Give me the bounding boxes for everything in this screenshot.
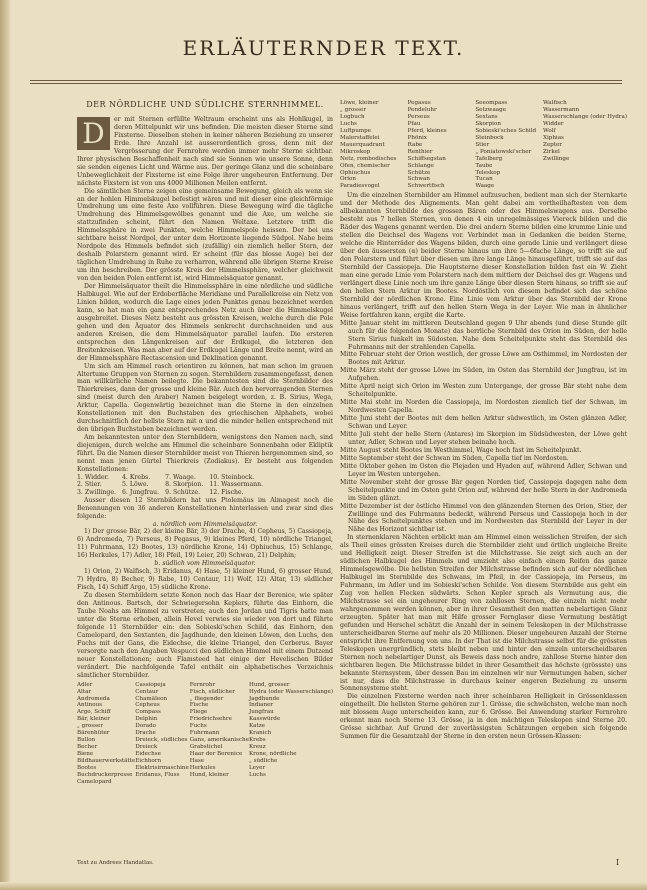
constellation-name: Elektrisirmaschine bbox=[135, 765, 189, 772]
constellation-name: Fliege bbox=[189, 709, 208, 716]
constellation-name: Malerstaffelei bbox=[340, 134, 380, 141]
zodiac-cell: 12. Fische. bbox=[209, 489, 244, 497]
table-row bbox=[77, 474, 269, 482]
constellation-name: Luftpumpe bbox=[340, 127, 372, 134]
constellation-name: Tafelberg bbox=[475, 155, 503, 162]
constellation-name: Ofen, chemischer bbox=[340, 162, 390, 169]
zodiac-cell: 10. Steinbock. bbox=[209, 473, 255, 481]
constellation-name: „ Poniatowski'scher bbox=[475, 148, 532, 155]
constellation-name: Logbuch bbox=[340, 113, 365, 120]
constellation-name: Krone, nördliche bbox=[248, 751, 297, 758]
paragraph-equator: Der Himmelsäquator theilt die Himmelssphäre in eine nördliche und südliche Halbkugel. Wie auf der Erdoberfläche Meridiane und Parallelkreise ein Netz von Linien bilden, wodurch die Lage eines jeden Punktes genau bezeichnet werden kann, so hat man ein ganz entsprechendes Netz auch über die Himmelskugel ausgebreitet. Dieses Netz besteht aus grössten Kreisen, welche durch die Pole gehen und den Äquator des Himmels senkrecht durchschneiden und aus anderen Kreisen, die dem Himmelsäquator parallel laufen. Die ersteren entsprechen den Längenkreisen auf der Erdkugel, die letzteren den Breitenkreisen. Was man aber auf der Erdkugel Länge und Breite nennt, wird an der Himmelssphäre Rectascension und Deklination genannt. bbox=[77, 283, 333, 362]
constellation-name: Eridanus, Fluss bbox=[135, 771, 180, 778]
constellation-name: Teleskop bbox=[475, 169, 501, 176]
constellation-name: Mauerquadrant bbox=[340, 141, 385, 148]
month-entry: Mitte März steht der grosse Löwe im Süden, im Osten das Sternbild der Jungfrau, ist im Aufgehen. bbox=[340, 367, 627, 383]
paragraph-ptolemy: Ausser diesen 12 Sternbildern hat uns Ptolemäus im Almagest noch die Benennungen von 36 anderen Konstellationen hinterlassen und zwar sind dies folgende: bbox=[77, 496, 333, 520]
constellation-name: Jungfrau bbox=[248, 709, 274, 716]
page-edge-shadow bbox=[0, 0, 10, 890]
month-entry: Mitte Juli steht der helle Stern (Antares) im Skorpion im Südsüdwesten, der Löwe geht unter, Adler, Schwan und Leyer stehen beinahe hoch. bbox=[340, 430, 627, 446]
constellation-name: Cassiopeja bbox=[135, 681, 166, 688]
constellation-name: Seeompass bbox=[475, 100, 508, 106]
month-entry: Mitte April neigt sich Orion im Westen zum Untergange, der grosse Bär steht nahe dem Scheitelpunkte. bbox=[340, 383, 627, 399]
constellation-name: Bootes bbox=[77, 765, 97, 772]
zodiac-cell: 6. Jungfrau. bbox=[121, 489, 160, 497]
constellation-name: Zirkel bbox=[542, 148, 560, 155]
paragraph-magnitudes: Die einzelnen Fixsterne werden nach ihrer scheinbaren Helligkeit in Grössenklassen eingetheilt. Die hellsten Sterne gehören zur 1. Grösse, die schwächsten, welche man noch mit blossem Auge unterscheiden kann, zur 6. Grösse. Bei Anwendung starker Fernrohre erkennt man noch Sterne 13. Grösse, ja in den mächtigen Teleskopen sind Sterne 20. Grösse sichtbar. Auf Grund der zuverlässigsten Schätzungen ergeben sich folgende Summen für die Gesamtzahl der Sterne in den ersten neun Grössen-Klassen: bbox=[340, 693, 627, 741]
constellation-name: Grabstichel bbox=[189, 744, 223, 751]
drop-cap: D bbox=[77, 117, 110, 150]
constellation-name: Zepter bbox=[542, 141, 562, 148]
zodiac-cell: 3. Zwillinge. bbox=[77, 489, 116, 497]
paragraph-north-list: 1) Der grosse Bär, 2) der kleine Bär, 3) der Drache, 4) Cepheus, 5) Cassiopeja, 6) Andromeda, 7) Perseus, 8) Pegasus, 9) kleines Pferd, 10) nördliche Triangel, 11) Fuhrmann, 12) Bootes, 13) nördliche Krone, 14) Ophiuchus, 15) Schlange, 16) Herkules, 17) Adler, 18) Pfeil, 19) Leier, 20) Schwan, 21) Delphin; bbox=[77, 528, 333, 560]
constellation-name: Sobieski'sches Schild bbox=[475, 127, 537, 134]
constellation-name: Chamäleon bbox=[135, 695, 168, 702]
title-rule-bottom bbox=[30, 83, 622, 84]
constellation-name: Pegasus bbox=[407, 100, 431, 106]
constellation-name: Zwillinge bbox=[542, 155, 570, 162]
constellation-name: Gans, amerikanische bbox=[189, 737, 249, 744]
constellation-name: Löwe, kleiner bbox=[340, 100, 379, 106]
constellation-name: Cepheus bbox=[135, 702, 160, 709]
constellation-name: Bär, kleiner bbox=[77, 716, 110, 723]
constellation-name: Fische bbox=[189, 702, 209, 709]
constellation-name: Katze bbox=[248, 723, 265, 730]
right-column bbox=[340, 100, 627, 741]
constellation-name: Kreuz bbox=[248, 744, 266, 751]
constellation-name: Fernrohr bbox=[189, 681, 216, 688]
monthly-sky-list bbox=[340, 320, 627, 535]
constellation-name: Pferd, kleines bbox=[407, 127, 447, 134]
zodiac-cell: 1. Widder. bbox=[77, 473, 109, 481]
constellation-name: Schwertfisch bbox=[407, 183, 445, 190]
paragraph-alignment: Um die einzelnen Sternbilder am Himmel aufzusuchen, bedient man sich der Sternkarte und der Methode des Alignements. Man geht dabei am vortheilhaftesten von dem allbekannten Sternbilde des grossen Bären oder des Himmelswagens aus. Derselbe besteht aus 7 hellen Sternen, von denen 4 ein unregelmässiges Viereck bilden und die Räder des Wagens genannt werden. Die drei andern Sterne bilden eine krumme Linie und stellen die Deichsel des Wagens vor. Verbindet man in Gedanken die beiden Sterne, welche die Hinterräder des Wagens bilden, durch eine gerade Linie und verlängert diese über den äussersten (α) beider Sterne hinaus um ihre 5—6fache Länge, so trifft sie auf den Polarstern und führt über diesen um ihre lange Länge hinausgeführt, trifft sie auf das Sternbild der Cassiopeja. Die Hauptsterne dieser Konstellation bilden fast ein W. Zieht man eine gerade Linie vom Polarstern nach dem mittlern der Deichsel des gr. Wagens und verlängert diese Linie noch um ihre ganze Länge über diesen Stern hinaus, so trifft sie auf den hellen Stern Arktur im Bootes. Nordöstlich von diesem befindet sich das schöne Sternbild der nördlichen Krone. Eine Linie vom Arktur über das Sternbild der Krone hinaus verlängert, trifft auf den hellen Stern Wega in der Leyer. Wie man in ähnlicher Weise fortfahren kann, ergibt die Karte. bbox=[340, 192, 627, 319]
constellation-name: Steinbock bbox=[475, 134, 504, 141]
page-bottom-edge bbox=[0, 882, 647, 890]
constellation-name: Dreieck, südliches bbox=[135, 737, 188, 744]
zodiac-cell: 2. Stier. bbox=[77, 481, 102, 489]
constellation-name: Orion bbox=[340, 176, 357, 183]
constellation-name: Friedrichsehre bbox=[189, 716, 232, 723]
constellation-name: Skorpion bbox=[475, 120, 501, 127]
constellation-name: Bildhauerwerkstätte bbox=[77, 758, 136, 765]
section-heading: DER NÖRDLICHE UND SÜDLICHE STERNHIMMEL. bbox=[86, 100, 324, 109]
paragraph-constellations: Um sich am Himmel rasch orientiren zu können, hat man schon im grauen Altertume Gruppen von Sternen zu sogen. Sternbildern zusammengefasst, denen man willkürliche Namen beilegte. Die bekanntesten sind die Sternbilder des Thierkreises, dann der grosse und kleine Bär. Auch den hervorragenden Sternen sind (meist durch den Araber) Namen beigelegt worden, z. B. Sirius, Wega, Arktur, Capella. Gegenwärtig bezeichnet man die Sterne in den einzelnen Konstellationen mit den Buchstaben des griechischen Alphabets, wobei durchschnittlich der hellste Stern mit α und die minder hellen entsprechend mit den übrigen Buchstaben bezeichnet werden. bbox=[77, 362, 333, 434]
month-entry: Mitte Mai steht im Norden die Cassiopeja, im Nordosten ziemlich tief der Schwan, im Nordwesten Capella. bbox=[340, 399, 627, 415]
constellation-name: Herkules bbox=[189, 765, 216, 772]
constellation-name: Schwan bbox=[407, 176, 430, 183]
constellation-name: Luchs bbox=[340, 120, 357, 127]
constellation-name: Andromeda bbox=[77, 695, 110, 702]
constellation-name: Bärenhüter bbox=[77, 730, 110, 737]
constellation-name: Drache bbox=[135, 730, 156, 737]
paragraph-intro: er mit Sternen erfüllte Weltraum erscheint uns als Hohlkugel, in deren Mittelpunkt wir uns befinden. Die meisten dieser Sterne sind Fixsterne. Dieselben stehen in keiner näheren Beziehung zu unserer Erde. Ihre Anzahl ist ausserordentlich gross, denn mit der Vergrösserung der Fernrohre werden immer mehr Sterne sichtbar. Ihrer physischen Beschaffenheit nach sind sie Sonnen wie unsere Sonne, denn sie senden eigenes Licht und Wärme aus. Der geringe Glanz und die scheinbare Unbeweglichkeit der Fixsterne ist eine Folge ihrer ungeheuren Entfernung. Der nächste Fixstern ist von uns 4000 Millionen Meilen entfernt. bbox=[77, 116, 333, 187]
index-column bbox=[475, 100, 543, 190]
constellation-name: Xiphias bbox=[542, 134, 564, 141]
constellation-name: Kasswürde bbox=[248, 716, 281, 723]
title-rule-top bbox=[30, 80, 622, 81]
paragraph-south-list: 1) Orion, 2) Walfisch, 3) Eridanus, 4) Hase, 5) kleiner Hund, 6) grosser Hund, 7) Hydra, 8) Becher, 9) Rabe, 10) Centaur, 11) Wolf, 12) Altar, 13) südlicher Fisch, 14) Schiff Argo, 15) südliche Krone. bbox=[77, 568, 333, 592]
constellation-name: Eichhorn bbox=[135, 758, 162, 765]
zodiac-cell: 5. Löwe. bbox=[121, 481, 149, 489]
constellation-name: Indianer bbox=[248, 702, 274, 709]
month-entry: Mitte Juni steht der Bootes mit dem hellen Arktur südwestlich, im Osten glänzen Adler, Schwan und Leyer. bbox=[340, 415, 627, 431]
month-entry: Mitte August steht Bootes im Westhimmel, Wage hoch fast im Scheitelpunkt. bbox=[340, 446, 582, 454]
month-entry: Mitte Oktober gehen im Osten die Plejaden und Hyaden auf, während Adler, Schwan und Leyer im Westen untergehen. bbox=[340, 462, 627, 478]
index-column bbox=[135, 682, 189, 786]
constellation-name: Haar der Berenice bbox=[189, 751, 243, 758]
constellation-name: Dreieck bbox=[135, 744, 158, 751]
table-row bbox=[77, 481, 269, 489]
constellation-name: Setzwaage bbox=[475, 106, 506, 113]
paragraph-milky-way: In sternenklaren Nächten erblickt man am Himmel einen weisslichen Streifen, der sich als Theil eines grössten Kreises durch die Sternbilder zieht und örtlich ungleiche Breite und Helligkeit zeigt. Dieser Streifen ist die Milchstrasse. Sie zeigt sich auch an der südlichen Halbkugel des Himmels und umzieht also einfach einem Reifen das ganze Himmelsgewölbe. Die hellsten Streifen der Milchstrasse befinden sich auf der nördlichen Halbkugel im Sternbilde des Schwans, im Pfeil, in der Cassiopeja, im Perseus, im Fuhrmann, im Adler und im Sobieski'schen Schilde. Von diesem Sternbilde aus geht ein Zug von hellen Flecken südwärts. Schon Kepler sprach als Vermutung aus, die Milchstrasse sei ein ungeheurer Ring von zahllosen Sternen, die einzeln nicht mehr wahrgenommen werden können, aber in ihrer Gesamtheit den matten nebelartigen Glanz erzeugten. Später hat man mit Hilfe grosser Fernglaser diese Vermutung bestätigt gefunden und Herschel schätzt die Anzahl der in seinem Teleskopen in der Milchstrasse unterscheidbaren Sterne auf mehr als 20 Millionen. Dieser ungeheuren Anzahl der Sterne entspricht ihre Entfernung von uns. In der That ist die Milchstrasse selbst für die grössten Teleskopen unergründlich, stets bleibt neben und hinter den einzeln unterscheidbaren Sternen noch nebelartiger Dunst, als Beweis dass noch andre, zahllose Sterne hinter den sichtbaren liegen. Die Milchstrasse bildet in ihrer Gesamtheit das höchste (grössste) uns bekannte Sternsystem, über dessen Bau im einzelnen wir nur Vermutungen haben, sicher ist nur, dass die Milchstrasse in durchaus keiner engeren Beziehung zu unserm Sonnensysteme steht. bbox=[340, 534, 627, 693]
month-entry: Mitte Februar steht der Orion westlich, der grosse Löwe am Osthimmel, im Nordosten der Bootes mit Arktur. bbox=[340, 351, 627, 367]
index-column bbox=[190, 682, 249, 786]
constellation-name: Fuchs bbox=[189, 723, 207, 730]
constellation-name: Leyer bbox=[248, 765, 266, 772]
constellation-name: Schlange bbox=[407, 162, 434, 169]
constellation-name: Stier bbox=[475, 141, 490, 148]
constellation-name: Antinous bbox=[77, 702, 103, 709]
constellation-name: Altar bbox=[77, 688, 92, 695]
constellation-name: Walfisch bbox=[542, 100, 567, 106]
constellation-name: Compass bbox=[135, 709, 161, 716]
subheading-north: a. nördlich vom Himmelsäquator. bbox=[152, 520, 258, 528]
constellation-name: Argo, Schiff bbox=[77, 709, 111, 716]
paragraph-zodiac: Am bekanntesten unter den Sternbildern, wenigstens den Namen nach, sind diejenigen, durch welche am Himmel die scheinbare Sonnenbahn oder Ekliptik führt. Da die Namen dieser Sternbilder meist von Thieren hergenommen sind, so nennt man jenen Gürtel Thierkreis (Zodiakus). Er besteht aus folgenden Konstellationen: bbox=[77, 434, 333, 473]
constellation-name: Sextans bbox=[475, 113, 498, 120]
constellation-name: Tucan bbox=[475, 176, 493, 183]
month-entry: Mitte September steht der Schwan im Süden, Capella tief im Nordosten. bbox=[340, 454, 569, 462]
constellation-name: Widder bbox=[542, 120, 564, 127]
constellation-name: „ fliegender bbox=[189, 695, 224, 702]
constellation-name: „ südliche bbox=[248, 758, 278, 765]
constellation-name: „ grosser bbox=[77, 723, 104, 730]
constellation-name: Jagdhunde bbox=[248, 695, 280, 702]
constellation-name: Wasserschlange (oder Hydra) bbox=[542, 113, 627, 120]
subheading-south: b. südlich vom Himmelsäquator. bbox=[154, 560, 256, 568]
constellation-name: Hund, grosser bbox=[248, 681, 290, 688]
month-entry: Mitte Dezember ist der östliche Himmel von den glänzenden Sternen des Orion, Stier, der Zwillinge und des Fuhrmanns bedeckt, während Perseus und Cassiopeja hoch in der Nähe des Scheitelpunktes stehen und im Nordwesten das Sternbild der Leyer in der Nähe des Horizont sichtbar ist. bbox=[340, 502, 627, 534]
constellation-name: Centaur bbox=[135, 688, 159, 695]
zodiac-cell: 11. Wassermann. bbox=[209, 481, 264, 489]
index-column bbox=[249, 682, 333, 786]
constellation-name: Kranich bbox=[248, 730, 272, 737]
zodiac-cell: 4. Krebs. bbox=[121, 473, 151, 481]
index-column bbox=[543, 100, 627, 190]
constellation-name: Luchs bbox=[248, 771, 266, 778]
constellation-index-left bbox=[77, 682, 333, 786]
constellation-name: Fuhrmann bbox=[189, 730, 220, 737]
index-column bbox=[408, 100, 476, 190]
constellation-name: Hund, kleiner bbox=[189, 771, 229, 778]
constellation-name: Becher bbox=[77, 744, 98, 751]
constellation-name: Wolf bbox=[542, 127, 556, 134]
constellation-name: Adler bbox=[77, 681, 93, 688]
constellation-name: Buchdruckerpresse bbox=[77, 771, 133, 778]
constellation-name: Biene bbox=[77, 751, 94, 758]
page-number: I bbox=[616, 858, 620, 867]
constellation-name: Bullon bbox=[77, 737, 96, 744]
constellation-name: Schütze bbox=[407, 169, 431, 176]
month-entry: Mitte Januar steht im mittleren Deutschland gegen 9 Uhr abends (und diese Stunde gilt auch für die folgenden Monate) das herrliche Sternbild des Orion im Süden, der helle Stern Sirius funkelt im Südosten. Nahe dem Scheitelpunkte steht das Sternbild des Fuhrmanns mit der strahlenden Capella. bbox=[340, 319, 627, 351]
constellation-name: Schiffsegstan bbox=[407, 155, 446, 162]
constellation-name: Delphin bbox=[135, 716, 158, 723]
constellation-index-right bbox=[340, 100, 627, 190]
constellation-name: Hase bbox=[189, 758, 205, 765]
constellation-name: Phönix bbox=[407, 134, 427, 141]
constellation-name: Rabe bbox=[407, 141, 423, 148]
paragraph-rotation: Die sämtlichen Sterne zeigen eine gemeinsame Bewegung, gleich als wenn sie an der hohlen Himmelskugel befestigt wären und mit dieser eine gleichförmige Umdrehung um eine feste Axe vollführen. Diese Bewegung wird die tägliche Umdrehung des Himmelsgewölbes genannt und die Axe, um welche sie stattzufinden scheint, führt den Namen Weltaxe. Letztere trifft die Himmelssphäre in zwei Punkten, welche Himmelspole heissen. Der bei uns sichtbare heisst Nordpol, der unter dem Horizonte liegende Südpol. Nahe beim Nordpole des Himmels befindet sich (zufällig) ein ziemlich heller Stern, der deshalb Polarstern genannt wird. Er scheint (für das blosse Auge) bei der täglichen Umdrehung in Ruhe zu verharren, während alle übrigen Sterne Kreise um ihn beschreiben. Der grösste Kreis der Himmelssphäre, welcher gleichweit von den beiden Polen entfernt ist, wird Himmelsäquator genannt. bbox=[77, 187, 333, 283]
paragraph-later-constellations: Zu diesen Sternbildern setzte Konon noch das Haar der Berenice, wie später den Antinous. Bartsch, der Schwiegersohn Keplers, führte das Einhorn, die Taube Noahs am Himmel zu verstreten; auch den Jordan und Tigris hatte man unter die Sterne erhoben, allein Hevel verwies sie wieder von dort und führte folgende 11 Sternbilder ein: den Sobieski'schen Schild, das Einhorn, den Camelopard, den Sextanten, die Jagdhunde, den kleinen Löwen, den Luchs, den Fuchs mit der Gans, die Eidechse, die kleine Triangel, den Cerberus. Bayer versorgte nach den Angaben Vespucci den südlichen Himmel mit einem Dutzend neuer Konstellationen; auch Flamsteed hat einige der Hevelischen Bilder verändert. Die nachfolgende Tafel enthält ein alphabetisches Verzeichnis sämtlicher Sternbilder. bbox=[77, 592, 333, 679]
index-column bbox=[340, 100, 408, 190]
constellation-name: Hydra (oder Wasserschlange) bbox=[248, 688, 333, 695]
constellation-name: „ grosser bbox=[340, 106, 367, 113]
constellation-name: Waage bbox=[475, 183, 495, 190]
constellation-name: Netz, rombodisches bbox=[340, 155, 397, 162]
constellation-name: Eidechse bbox=[135, 751, 161, 758]
zodiac-table bbox=[77, 474, 269, 497]
constellation-name: Taube bbox=[475, 162, 493, 169]
constellation-name: Dorado bbox=[135, 723, 157, 730]
zodiac-cell: 7. Waage. bbox=[165, 473, 196, 481]
constellation-name: Pendeluhr bbox=[407, 106, 437, 113]
constellation-name: Perseus bbox=[407, 113, 430, 120]
constellation-name: Ophiuchus bbox=[340, 169, 371, 176]
month-entry: Mitte November steht der grosse Bär gegen Norden tief, Cassiopeja dagegen nahe dem Scheitelpunkte und im Osten geht Orion auf, während der helle Stern in der Andromeda im Süden glänzt. bbox=[340, 478, 627, 502]
constellation-name: Paradiesvogel bbox=[340, 183, 380, 190]
zodiac-cell: 9. Schütze. bbox=[165, 489, 201, 497]
index-column bbox=[77, 682, 135, 786]
constellation-name: Wassermann bbox=[542, 106, 580, 113]
zodiac-cell: 8. Skorpion. bbox=[165, 481, 204, 489]
constellation-name: Mikroskop bbox=[340, 148, 371, 155]
table-row bbox=[77, 489, 269, 497]
constellation-name: Camelopard bbox=[77, 778, 112, 785]
constellation-name: Krebs bbox=[248, 737, 266, 744]
constellation-name: Fisch, südlicher bbox=[189, 688, 235, 695]
footer-credit: Text zu Andrees Handatlas. bbox=[77, 860, 154, 866]
constellation-name: Renthier bbox=[407, 148, 433, 155]
constellation-name: Pfau bbox=[407, 120, 421, 127]
left-column bbox=[77, 100, 333, 786]
page-title: ERLÄUTERNDER TEXT. bbox=[182, 36, 465, 60]
